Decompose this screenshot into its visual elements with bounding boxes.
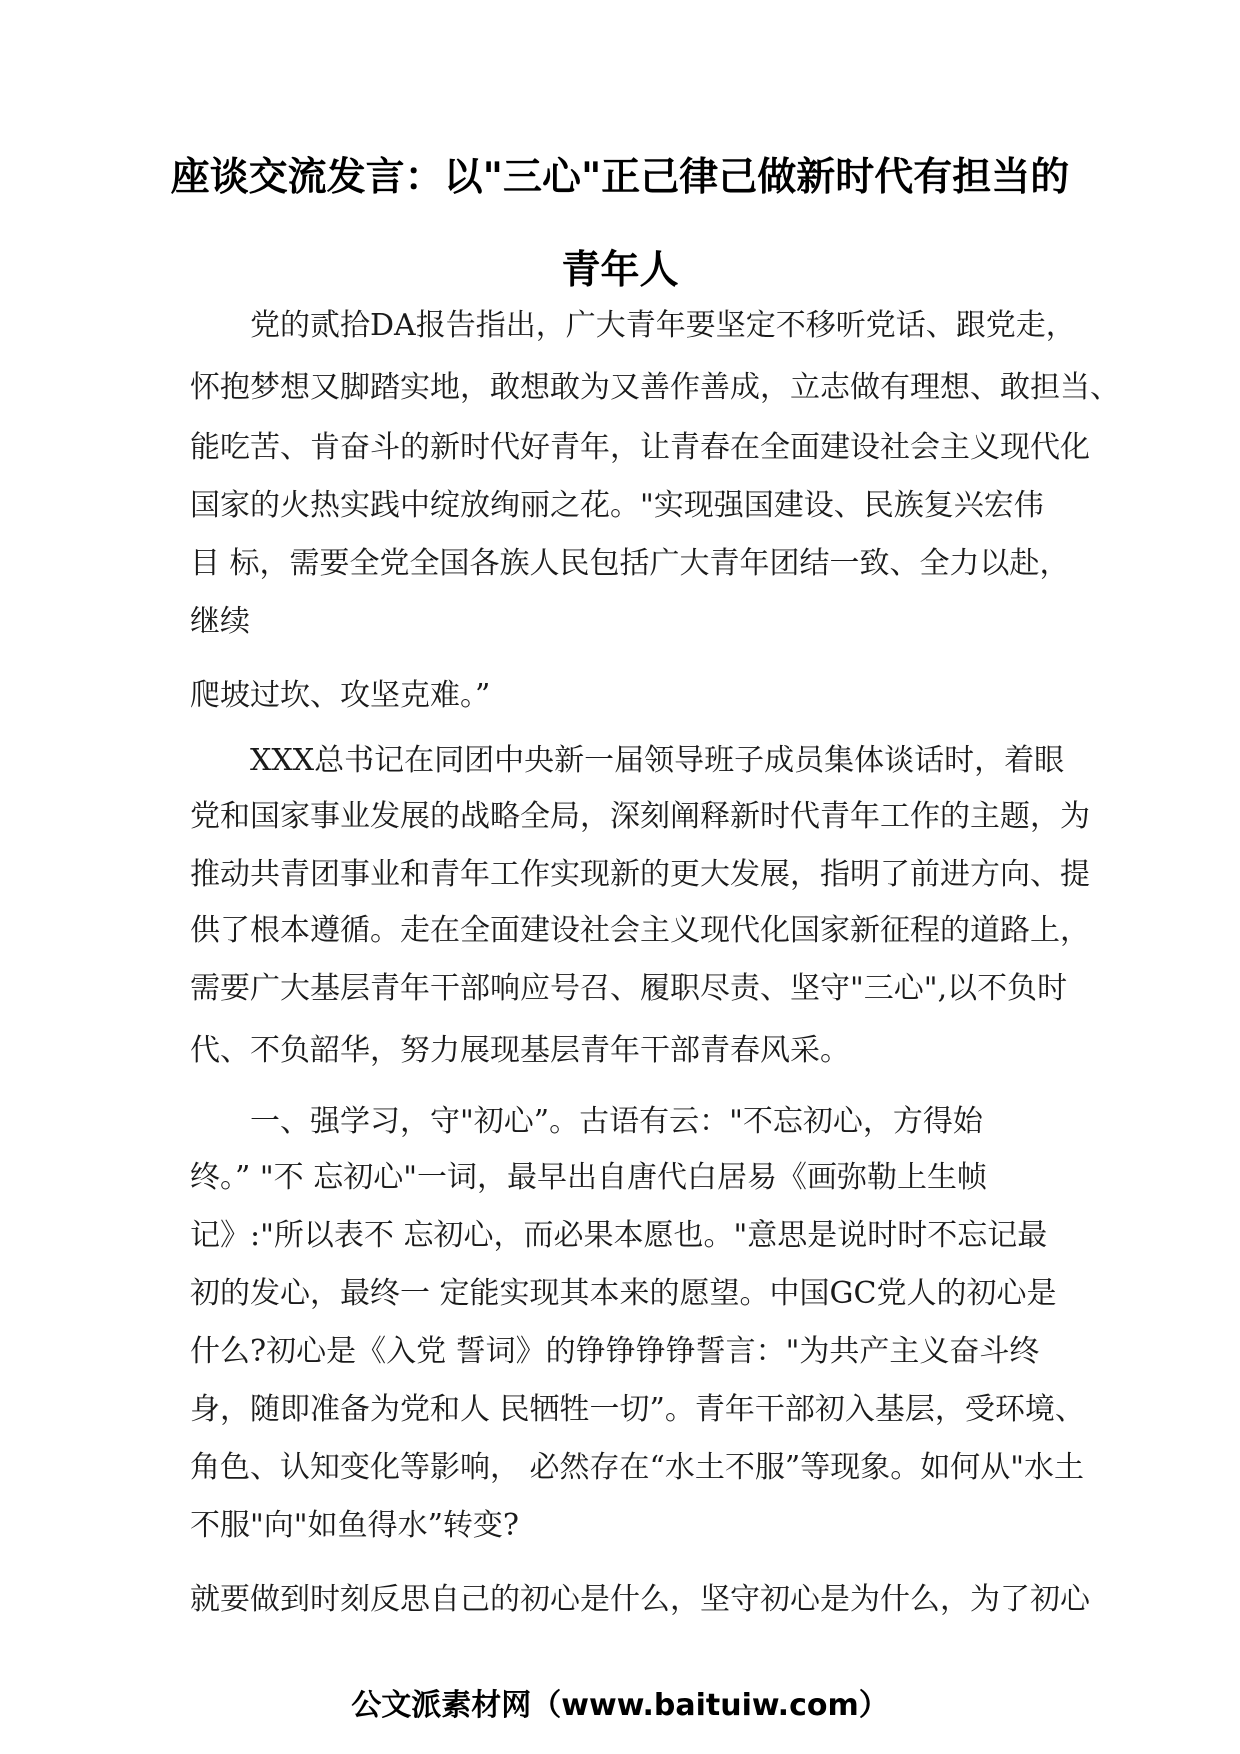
paragraph-line: 供了根本遵循。走在全面建设社会主义现代化国家新征程的道路上，: [190, 913, 1090, 948]
paragraph-line: 继续: [190, 604, 250, 639]
paragraph-line: 什么?初心是《入党 誓词》的铮铮铮铮誓言："为共产主义奋斗终: [190, 1334, 1040, 1369]
paragraph-line: 一、强学习，守"初心”。古语有云："不忘初心，方得始: [250, 1104, 983, 1139]
paragraph-line: 爬坡过坎、攻坚克难。”: [190, 678, 491, 713]
paragraph-line: 目 标，需要全党全国各族人民包括广大青年团结一致、全力以赴，: [190, 546, 1070, 581]
paragraph-line: 角色、认知变化等影响， 必然存在“水土不服”等现象。如何从"水土: [190, 1450, 1085, 1485]
paragraph-line: 初的发心，最终一 定能实现其本来的愿望。中国GC党人的初心是: [190, 1276, 1057, 1311]
paragraph-line: 就要做到时刻反思自己的初心是什么，坚守初心是为什么，为了初心: [190, 1582, 1090, 1617]
paragraph-line: 不服"向"如鱼得水”转变?: [190, 1508, 520, 1543]
document-title-line-1: 座谈交流发言：以"三心"正己律己做新时代有担当的: [170, 155, 1070, 200]
paragraph-line: 记》:"所以表不 忘初心，而必果本愿也。"意思是说时时不忘记最: [190, 1218, 1048, 1253]
paragraph-line: 终。” "不 忘初心"一词，最早出自唐代白居易《画弥勒上生帧: [190, 1160, 988, 1195]
paragraph-line: 能吃苦、肯奋斗的新时代好青年，让青春在全面建设社会主义现代化: [190, 430, 1090, 465]
paragraph-line: 国家的火热实践中绽放绚丽之花。"实现强国建设、民族复兴宏伟: [190, 488, 1044, 523]
paragraph-line: 身，随即准备为党和人 民牺牲一切”。青年干部初入基层，受环境、: [190, 1392, 1085, 1427]
paragraph-line: 推动共青团事业和青年工作实现新的更大发展，指明了前进方向、提: [190, 857, 1090, 892]
paragraph-line: 需要广大基层青年干部响应号召、履职尽责、坚守"三心",以不负时: [190, 971, 1068, 1006]
document-title-line-2: 青年人: [561, 248, 679, 293]
paragraph-line: 党和国家事业发展的战略全局，深刻阐释新时代青年工作的主题，为: [190, 799, 1090, 834]
footer-watermark: 公文派素材网（www.baituiw.com）: [351, 1688, 889, 1723]
paragraph-line: XXX总书记在同团中央新一届领导班子成员集体谈话时，着眼: [250, 743, 1065, 778]
paragraph-line: 代、不负韶华，努力展现基层青年干部青春风采。: [190, 1033, 850, 1068]
paragraph-line: 党的贰拾DA报告指出，广大青年要坚定不移听党话、跟党走，: [250, 308, 1076, 343]
paragraph-line: 怀抱梦想又脚踏实地，敢想敢为又善作善成，立志做有理想、敢担当、: [190, 370, 1120, 405]
